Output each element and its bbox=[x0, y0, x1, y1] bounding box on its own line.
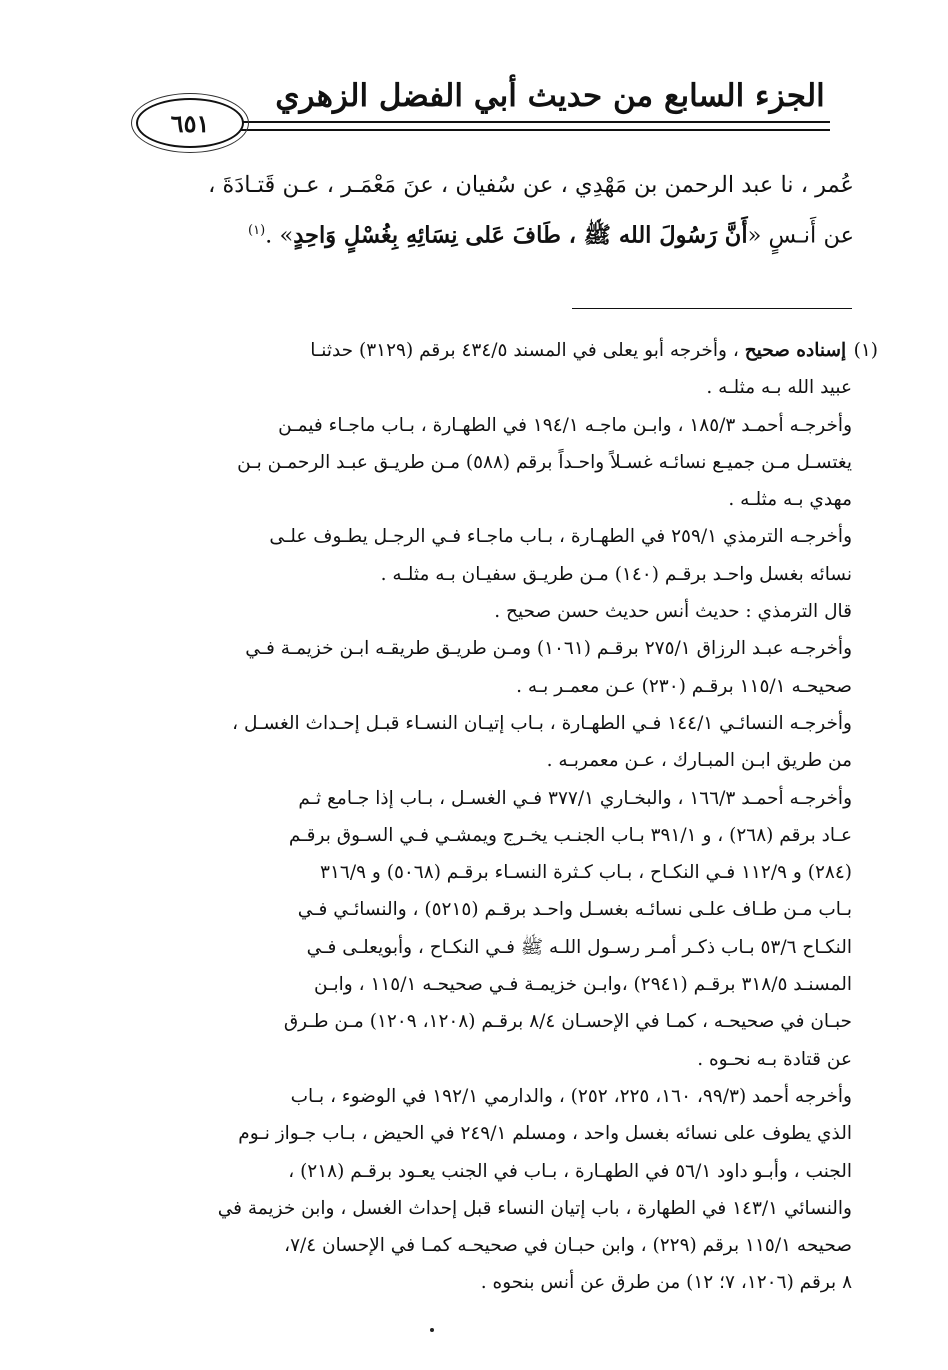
footnote-line bbox=[136, 332, 878, 369]
footnote-line: وأخرجـه الترمذي ٢٥٩/١ في الطهـارة ، بـاب ماجـاء فـي الرجـل يطـوف علـى bbox=[269, 526, 852, 548]
footnote-text: ، وأخرجه أبو يعلى في المسند ٤٣٤/٥ برقم (٣١٢٩) حدثنـا bbox=[310, 340, 739, 361]
footnote-line: مهدي بـه مثلـه . bbox=[728, 489, 852, 511]
footnote-line: ٨ برقم (١٢٠٦، ٧؛ ١٢) من طرق عن أنس بنحوه . bbox=[480, 1272, 852, 1294]
footnote-reference: (١) bbox=[248, 223, 266, 238]
main-text-line bbox=[134, 208, 854, 259]
header-rule bbox=[200, 121, 830, 131]
footnote-line: من طريق ابـن المبـارك ، عـن معمربـه . bbox=[546, 750, 852, 772]
footnote-line: الجنب ، وأبـو داود ٥٦/١ في الطهـارة ، بـاب في الجنب يعـود برقـم (٢١٨) ، bbox=[288, 1160, 852, 1182]
footnote-line: يغتسـل مـن جميـع نسائـه غسـلاً واحـداً برقم (٥٨٨) مـن طريـق عبـد الرحمـن بـن bbox=[237, 451, 852, 473]
footnote-line: عن قتادة بـه نحـوه . bbox=[697, 1048, 852, 1070]
hadith-text: أَنَّ رَسُولَ الله ﷺ ، طَافَ عَلى نِسَائِهِ بِغُسْلٍ وَاحِدٍ bbox=[293, 222, 748, 249]
footnote-number: (١) bbox=[853, 340, 878, 361]
page-number: ٦٥١ bbox=[170, 108, 210, 138]
running-header-title: الجزء السابع من حديث أبي الفضل الزهري bbox=[275, 78, 825, 114]
footnote-line: الذي يطوف على نسائه بغسل واحد ، ومسلم ٢٤٩/١ في الحيض ، بـاب جـواز نـوم bbox=[238, 1123, 852, 1145]
footnote-bold-lead: إسناده صحيح bbox=[744, 340, 847, 361]
footnote-line: والنسائي ١٤٣/١ في الطهارة ، باب إتيان النساء قبل إحداث الغسل ، وابن خزيمة في bbox=[217, 1197, 852, 1219]
main-text bbox=[134, 162, 854, 259]
footnote-line: قال الترمذي : حديث أنس حديث حسن صحيح . bbox=[494, 601, 852, 623]
footnote-line: نسائه بغسل واحـد برقـم (١٤٠) مـن طريـق سفيـان بـه مثلـه . bbox=[380, 563, 852, 585]
footnote-line: عبيد الله بـه مثلـه . bbox=[706, 377, 852, 399]
footnotes bbox=[136, 332, 878, 1302]
main-text-line: عُمر ، نا عبد الرحمن بن مَهْدِي ، عن سُفيان ، عنَ مَعْمَـر ، عـن قَتـادَةَ ، bbox=[208, 172, 854, 198]
footnote-line: وأخرجـه عبـد الرزاق ٢٧٥/١ برقـم (١٠٦١) ومـن طريـق طريقـه ابـن خزيمـة فـي bbox=[245, 638, 852, 660]
footnote-line: حبـان في صحيحـه ، كمـا في الإحسـان ٨/٤ برقـم (١٢٠٨، ١٢٠٩) مـن طـرق bbox=[283, 1011, 852, 1033]
footnote-line: (٢٨٤) و ١١٢/٩ فـي النكـاح ، بـاب كـثرة النسـاء برقـم (٥٠٦٨) و ٣١٦/٩ bbox=[320, 862, 852, 884]
footnote-line: صحيحـه ١١٥/١ برقـم (٢٣٠) عـن معمـر بـه . bbox=[516, 675, 852, 697]
footnote-line: وأخرجـه النسائـي ١٤٤/١ فـي الطهـارة ، بـاب إتيـان النسـاء قبـل إحـداث الغسـل ، bbox=[232, 712, 852, 734]
main-text-segment: » . bbox=[265, 222, 294, 249]
footnote-line: المسنـد ٣١٨/٥ برقـم (٢٩٤١) ،وابـن خزيمـة فـي صحيحـه ١١٥/١ ، وابـن bbox=[313, 974, 852, 996]
footnote-line: وأخرجـه أحمـد ١٨٥/٣ ، وابـن ماجـه ١٩٤/١ في الطهـارة ، بـاب ماجـاء فيمـن bbox=[278, 414, 852, 436]
footnote-line: وأخرجـه أحمـد ١٦٦/٣ ، والبخـاري ٣٧٧/١ فـي الغسـل ، بـاب إذا جـامع ثـم bbox=[298, 787, 852, 809]
footnote-line: عـاد برقم (٢٦٨) ، و ٣٩١/١ بـاب الجنـب يخـرج ويمشـي فـي السـوق برقـم bbox=[288, 824, 852, 846]
footnote-line: وأخرجه أحمد (٩٩/٣، ١٦٠، ٢٢٥، ٢٥٢) ، والدارمي ١٩٢/١ في الوضوء ، بـاب bbox=[290, 1085, 852, 1107]
page-number-badge bbox=[136, 98, 244, 148]
main-text-segment: عن أَنـسٍ « bbox=[747, 222, 854, 249]
footnote-line: صحيحه ١١٥/١ برقم (٢٢٩) ، وابن حبـان في صحيحـه كمـا في الإحسان ٧/٤، bbox=[284, 1235, 852, 1257]
footnote-line: بـاب مـن طـاف علـى نسائـه بغسـل واحـد برقـم (٥٢١٥) ، والنسائـي فـي bbox=[297, 899, 852, 921]
footnote-line: النكـاح ٥٣/٦ بـاب ذكـر أمـر رسـول اللـه ﷺ فـي النكـاح ، وأبويعلـى فـي bbox=[306, 936, 852, 958]
stray-dot bbox=[430, 1328, 434, 1332]
footnote-separator bbox=[572, 308, 852, 309]
